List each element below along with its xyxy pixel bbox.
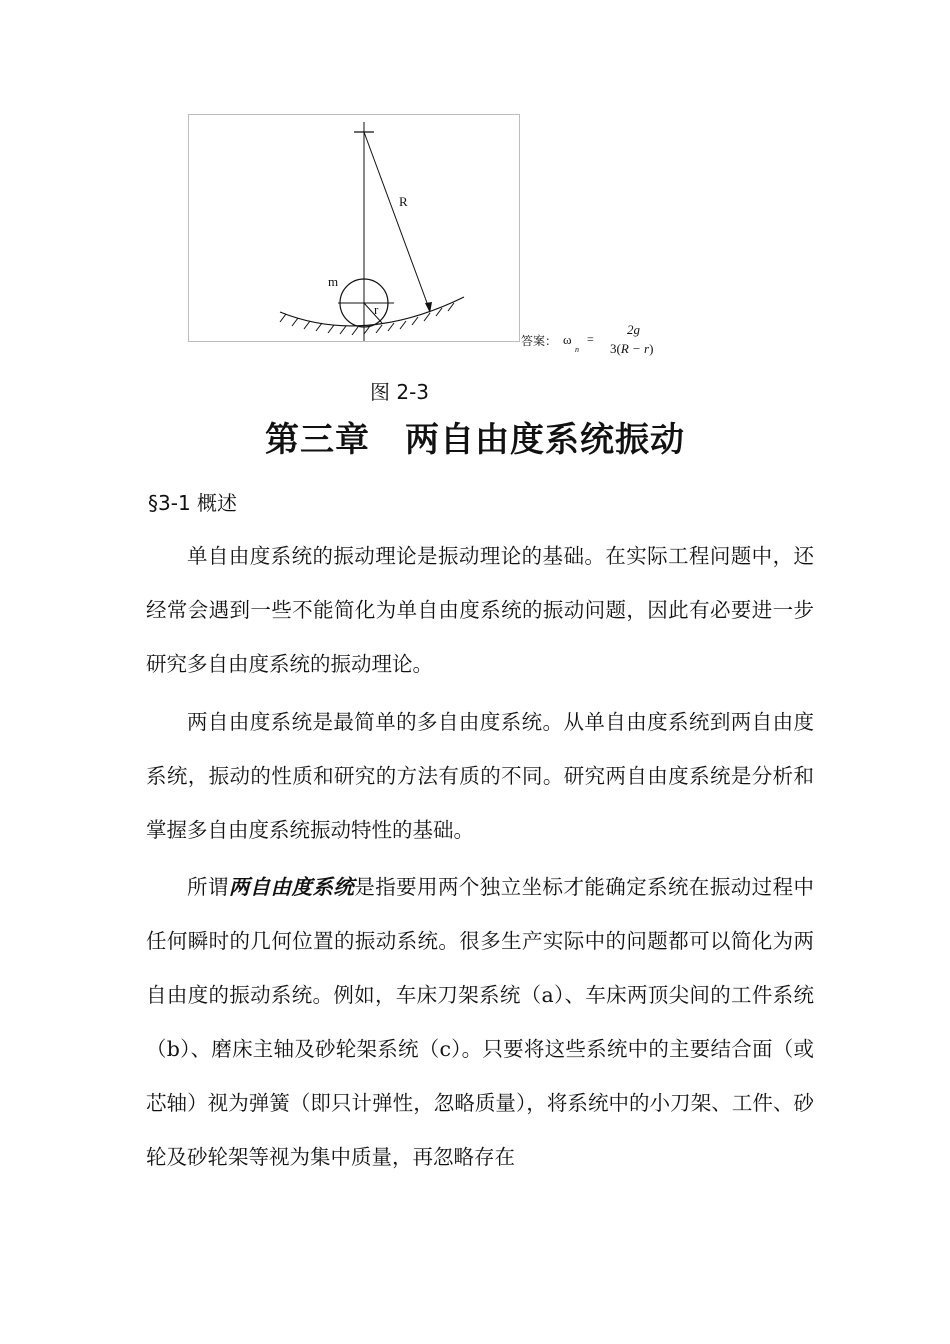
label-R: R <box>399 194 408 209</box>
figure-caption: 图 2-3 <box>370 380 430 404</box>
denominator-suffix: ) <box>649 341 654 356</box>
radius-line <box>364 132 430 311</box>
term-two-dof-system: 两自由度系统 <box>228 875 355 899</box>
paragraph-3 <box>146 860 814 1184</box>
figure-frame <box>189 115 520 342</box>
figure-drawing <box>188 114 520 342</box>
answer-formula <box>521 322 681 366</box>
formula-denominator <box>610 341 653 357</box>
denominator-variable: R − r <box>620 341 650 356</box>
label-m: m <box>328 274 339 289</box>
answer-label: 答案： <box>521 334 558 348</box>
paragraph-3-lead: 所谓 <box>187 875 229 899</box>
paragraph-1: 单自由度系统的振动理论是振动理论的基础。在实际工程问题中，还经常会遇到一些不能简化为单自由度系统的振动问题，因此有必要进一步研究多自由度系统的振动理论。 <box>146 544 814 676</box>
section-title: §3-1 概述 <box>148 491 238 515</box>
omega-symbol: ω <box>563 332 572 347</box>
chapter-title: 第三章 两自由度系统振动 <box>265 420 685 460</box>
small-radius-line <box>364 303 382 323</box>
paragraph-2: 两自由度系统是最简单的多自由度系统。从单自由度系统到两自由度系统，振动的性质和研究的方法有质的不同。研究两自由度系统是分析和掌握多自由度系统振动特性的基础。 <box>146 710 814 842</box>
equals-sign: = <box>587 332 594 346</box>
label-r: r <box>374 302 379 317</box>
paragraph-3-body: 是指要用两个独立坐标才能确定系统在振动过程中任何瞬时的几何位置的振动系统。很多生产实际中的问题都可以简化为两自由度的振动系统。例如，车床刀架系统（a）、车床两顶尖间的工件系统（b）、磨床主轴及砂轮架系统（c）。只要将这些系统中的主要结合面（或芯轴）视为弹簧（即只计弹性，忽略质量），将系统中的小刀架、工件、砂轮及砂轮架等视为集中质量，再忽略存在 <box>146 875 815 1169</box>
pendulum-figure <box>188 114 520 342</box>
denominator-prefix: 3( <box>610 341 621 356</box>
omega-subscript: n <box>575 345 579 354</box>
formula-numerator: 2g <box>627 322 640 337</box>
